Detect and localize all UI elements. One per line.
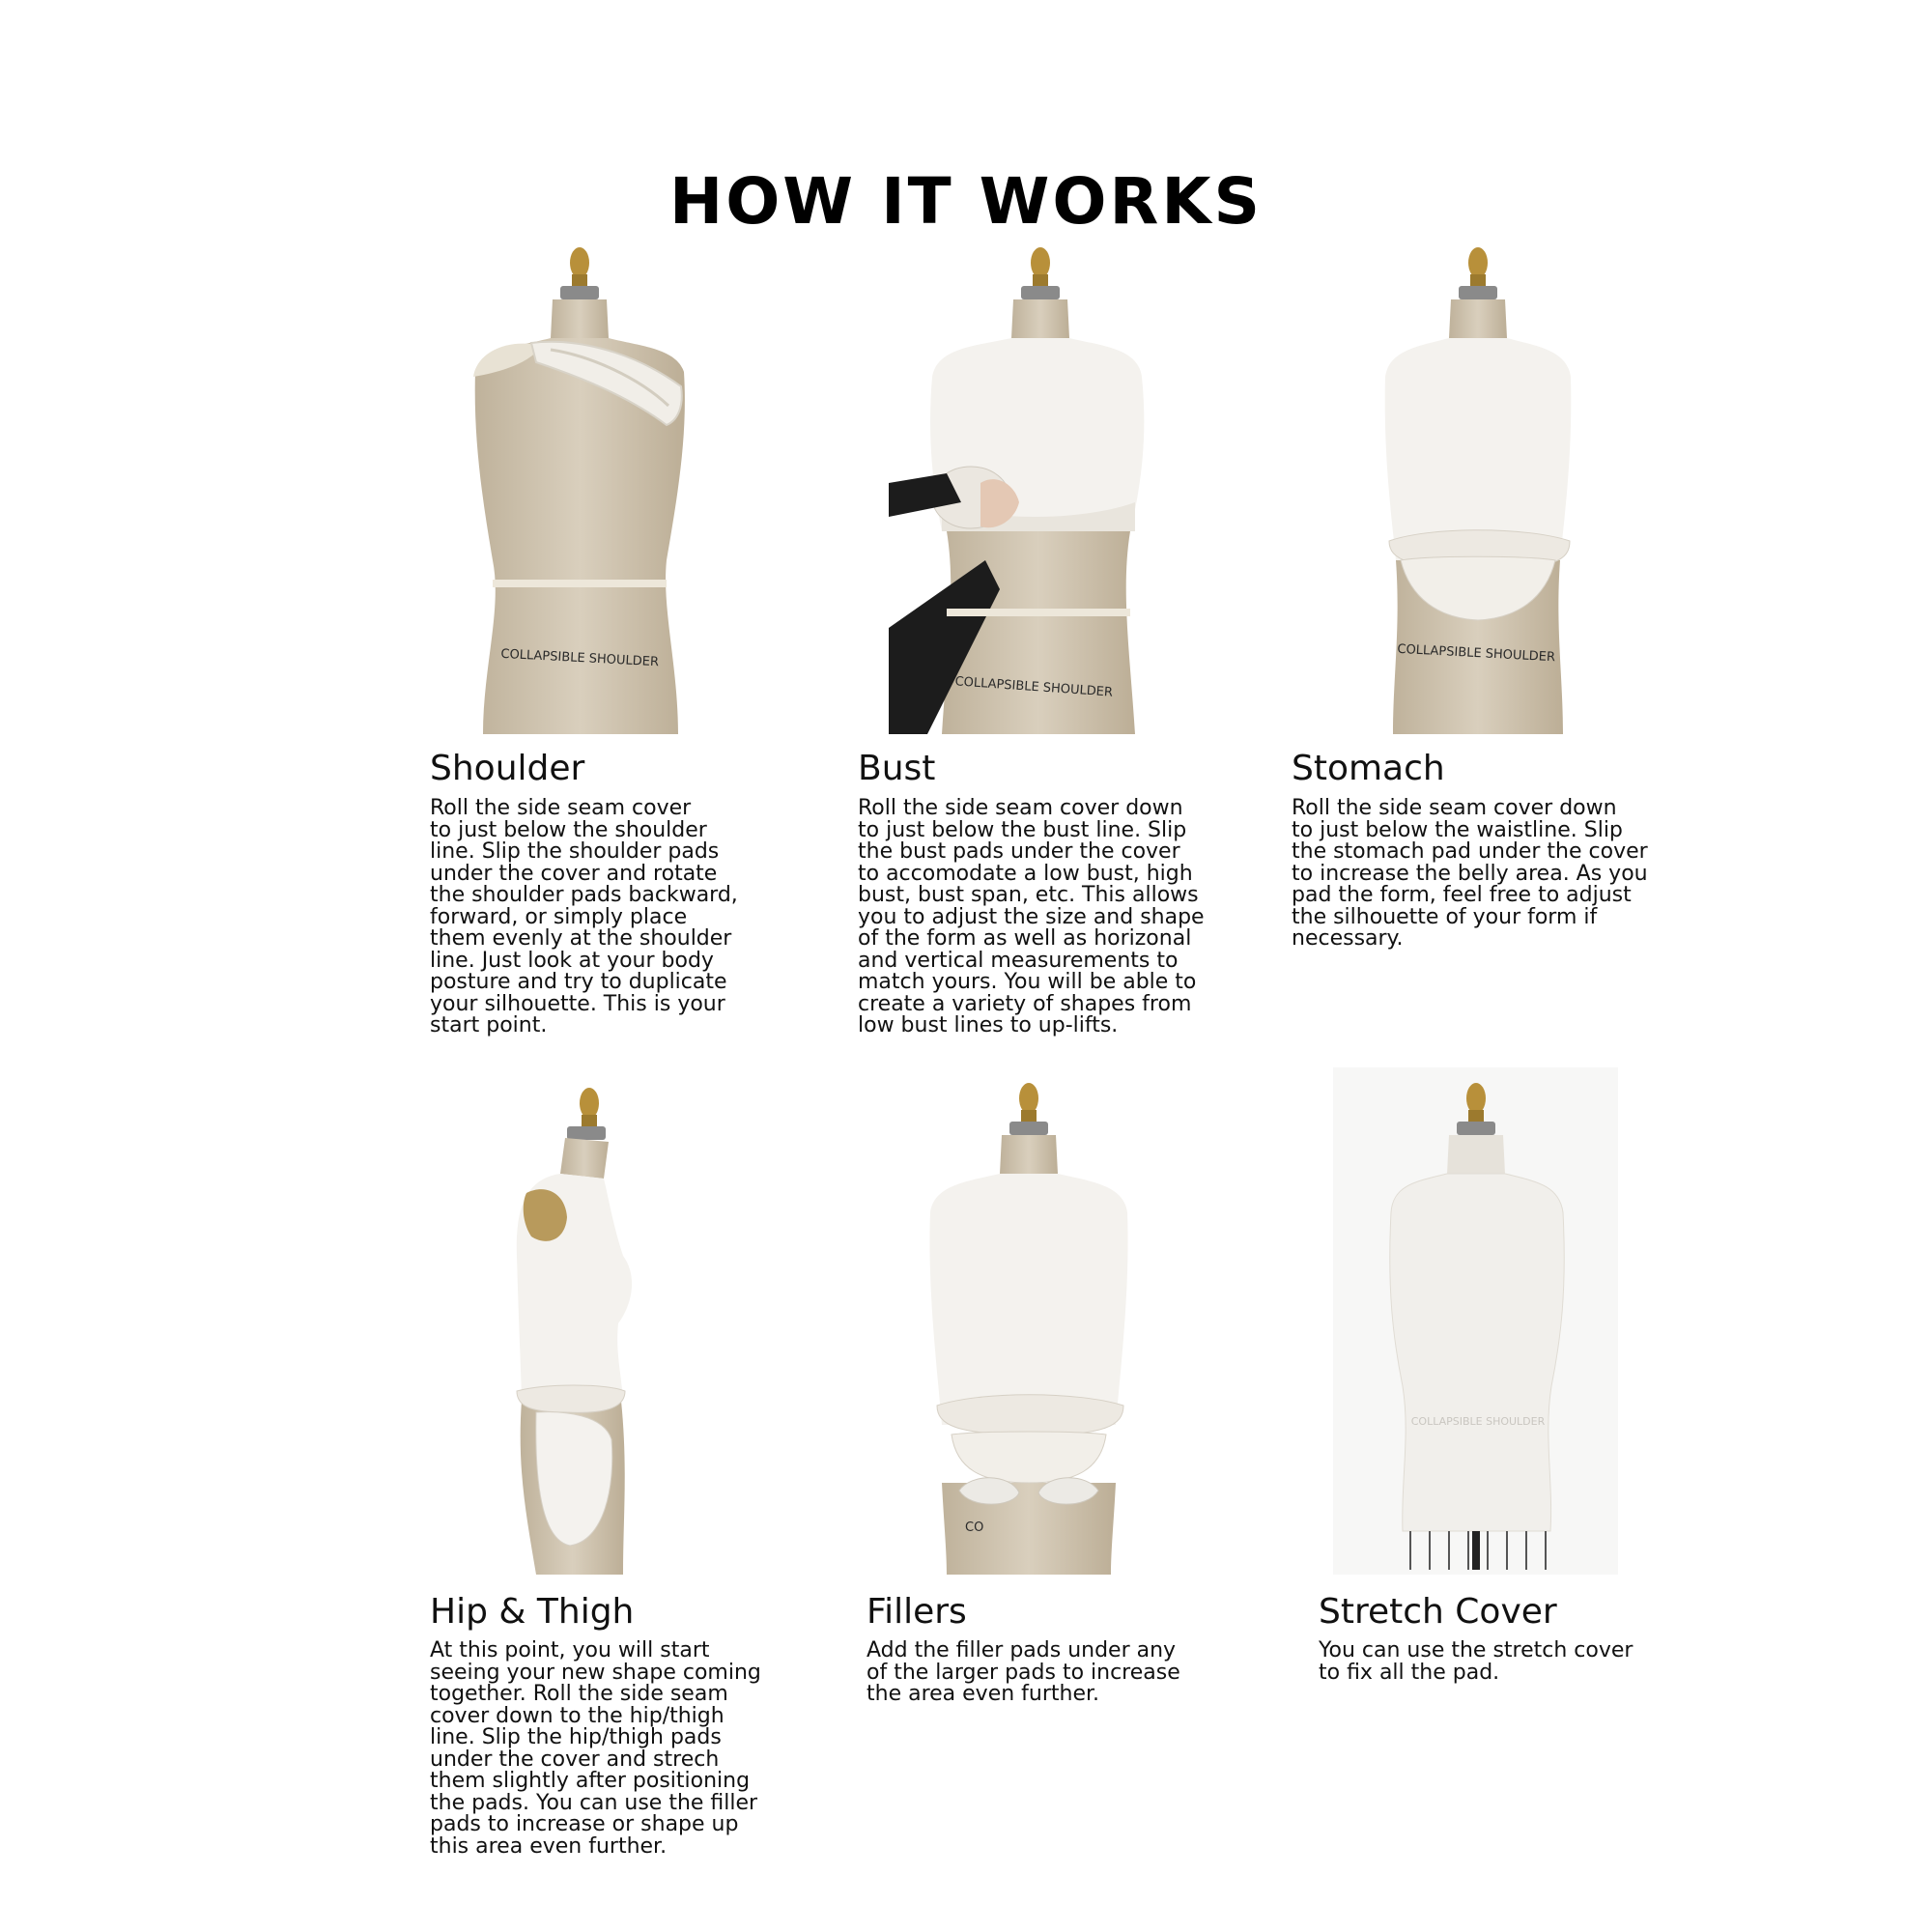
- step-text-stomach: Roll the side seam cover down to just below the waistline. Slip the stomach pad under the cover to increase the belly area. As you pad the form, feel free to adjust the silhouette of your form if necessary.: [1292, 796, 1648, 951]
- bust-photo: [889, 242, 1145, 734]
- dress-form-illustration: [889, 242, 1145, 734]
- fillers-photo: [923, 1077, 1135, 1575]
- form-label: COLLAPSIBLE SHOULDER: [500, 646, 660, 670]
- step-title-stomach: Stomach: [1292, 749, 1445, 788]
- form-label: CO: [965, 1520, 984, 1535]
- stomach-photo: [1372, 242, 1589, 734]
- page-title: HOW IT WORKS: [668, 164, 1264, 239]
- step-text-hip-thigh: At this point, you will start seeing your new shape coming together. Roll the side seam cover down to the hip/thigh line. Slip the hip/thigh pads under the cover and strech them slightly after positioning the pads. You can use the filler pads to increase or shape up this area even further.: [430, 1638, 761, 1859]
- dress-form-illustration: [1333, 1067, 1618, 1575]
- step-title-bust: Bust: [858, 749, 936, 788]
- dress-form-illustration: [464, 242, 696, 734]
- stretch-cover-photo: [1333, 1067, 1618, 1575]
- step-title-hip-thigh: Hip & Thigh: [430, 1592, 635, 1632]
- dress-form-illustration: [507, 1082, 667, 1575]
- step-title-shoulder: Shoulder: [430, 749, 585, 788]
- step-text-stretch-cover: You can use the stretch cover to fix all the pad.: [1319, 1638, 1634, 1685]
- dress-form-illustration: [923, 1077, 1135, 1575]
- form-label: COLLAPSIBLE SHOULDER: [954, 674, 1114, 700]
- form-label: COLLAPSIBLE SHOULDER: [1410, 1415, 1546, 1428]
- form-label: COLLAPSIBLE SHOULDER: [1397, 641, 1556, 666]
- shoulder-photo: [464, 242, 696, 734]
- step-text-bust: Roll the side seam cover down to just below the bust line. Slip the bust pads under the cover to accomodate a low bust, high bust, bust span, etc. This allows you to adjust the size and shape of the form as well as horizonal and vertical measurements to match yours. You will be able to create a variety of shapes from low bust lines to up-lifts.: [858, 796, 1205, 1037]
- step-text-fillers: Add the filler pads under any of the larger pads to increase the area even further.: [867, 1638, 1180, 1706]
- hip-thigh-photo: [507, 1082, 667, 1575]
- step-text-shoulder: Roll the side seam cover to just below the shoulder line. Slip the shoulder pads under the cover and rotate the shoulder pads backward, forward, or simply place them evenly at the shoulder line. Just look at your body posture and try to duplicate your silhouette. This is your start point.: [430, 796, 738, 1037]
- dress-form-illustration: [1372, 242, 1589, 734]
- step-title-fillers: Fillers: [867, 1592, 967, 1632]
- step-title-stretch-cover: Stretch Cover: [1319, 1592, 1557, 1632]
